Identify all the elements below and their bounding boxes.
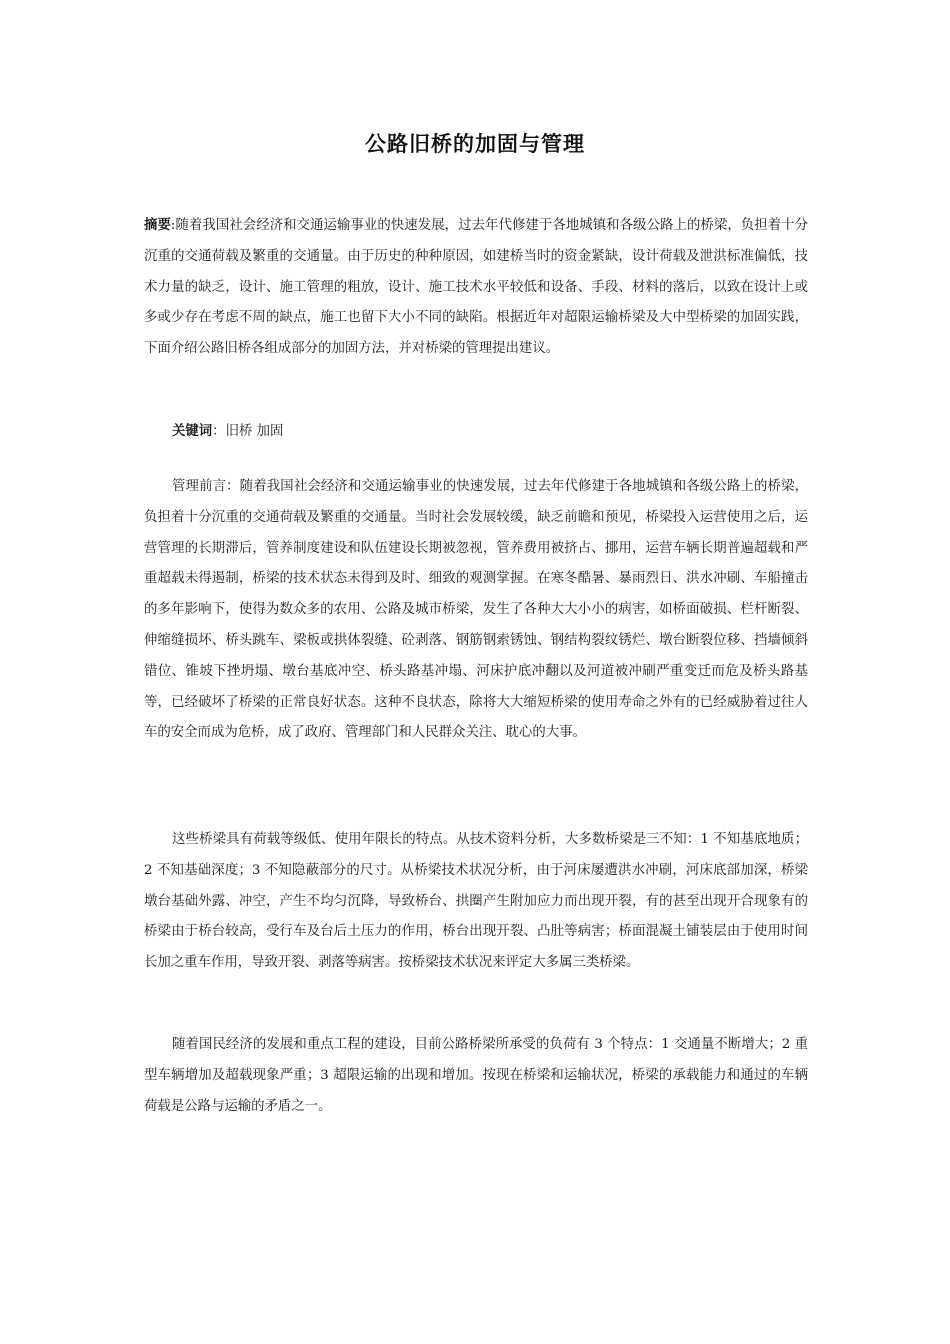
body-paragraph: 这些桥梁具有荷载等级低、使用年限长的特点。从技术资料分析，大多数桥梁是三不知：1 不知基底地质；2 不知基础深度；3 不知隐蔽部分的尺寸。从桥梁技术状况分析，由于河床屡遭洪水冲刷，河床底部加深，桥梁墩台基础外露、冲空，产生不均匀沉降，导致桥台、拱圈产生附加应力而出现开裂，有的甚至出现开合现象有的桥梁由于桥台较高，受行车及台后土压力的作用，桥台出现开裂、凸肚等病害；桥面混凝土铺装层由于使用时间长加之重车作用，导致开裂、剥落等病害。按桥梁技术状况来评定大多属三类桥梁。: [144, 832, 808, 971]
body-paragraph: 管理前言：随着我国社会经济和交通运输事业的快速发展，过去年代修建于各地城镇和各级公路上的桥梁，负担着十分沉重的交通荷载及繁重的交通量。当时社会发展较缓，缺乏前瞻和预见，桥梁投入运营使用之后，运营管理的长期滞后，管养制度建设和队伍建设长期被忽视，管养费用被挤占、挪用，运营车辆长期普遍超载和严重超载未得遏制，桥梁的技术状态未得到及时、细致的观测掌握。在寒冬酷暑、暴雨烈日、洪水冲刷、车船撞击的多年影响下，使得为数众多的农用、公路及城市桥梁，发生了各种大大小小的病害，如桥面破损、栏杆断裂、伸缩缝损坏、桥头跳车、梁板或拱体裂缝、砼剥落、钢筋钢索锈蚀、钢结构裂纹锈烂、墩台断裂位移、挡墙倾斜错位、锥坡下挫坍塌、墩台基底冲空、桥头路基冲塌、河床护底冲翻以及河道被冲刷严重变迁而危及桥头路基等，已经破坏了桥梁的正常良好状态。这种不良状态，除将大大缩短桥梁的使用寿命之外有的已经威胁着过往人车的安全而成为危桥，成了政府、管理部门和人民群众关注、耽心的大事。: [144, 479, 808, 741]
keywords-text: 旧桥 加固: [225, 424, 284, 439]
keywords-section: [172, 417, 772, 448]
keywords-label: 关键词: [172, 424, 213, 439]
abstract-section: [144, 211, 808, 365]
abstract-label: 摘要: [144, 218, 171, 233]
abstract-text: 随着我国社会经济和交通运输事业的快速发展，过去年代修建于各地城镇和各级公路上的桥梁，负担着十分沉重的交通荷载及繁重的交通量。由于历史的种种原因，如建桥当时的资金紧缺，设计荷载及泄洪标准偏低，技术力量的缺乏，设计、施工管理的粗放，设计、施工技术水平较低和设备、手段、材料的落后，以致在设计上或多或少存在考虑不周的缺点，施工也留下大小不同的缺陷。根据近年对超限运输桥梁及大中型桥梁的加固实践，下面介绍公路旧桥各组成部分的加固方法，并对桥梁的管理提出建议。: [144, 218, 809, 357]
document-title: 公路旧桥的加固与管理: [365, 132, 585, 156]
body-paragraph: 随着国民经济的发展和重点工程的建设，目前公路桥梁所承受的负荷有 3 个特点：1 交通量不断增大；2 重型车辆增加及超载现象严重；3 超限运输的出现和增加。按现在桥梁和运输状况，桥梁的承载能力和通过的车辆荷载是公路与运输的矛盾之一。: [144, 1037, 808, 1114]
keywords-colon: ：: [212, 424, 226, 439]
abstract-colon: :: [170, 218, 176, 233]
